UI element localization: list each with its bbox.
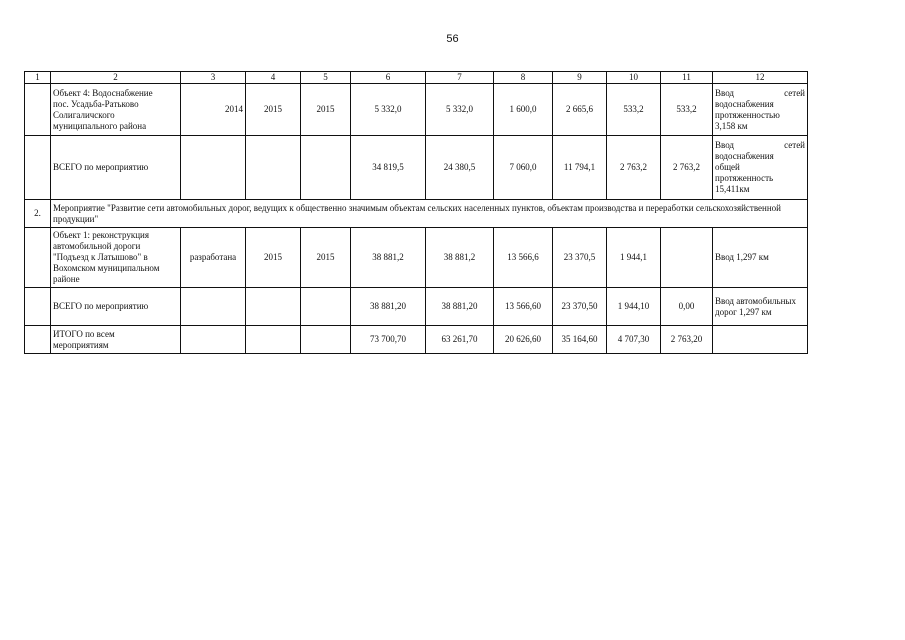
start-year-cell: 2015 <box>246 228 301 288</box>
value-cell <box>661 228 713 288</box>
result-word: сетей <box>784 87 805 98</box>
total-label-line: ИТОГО по всем <box>53 328 115 339</box>
value-cell: 533,2 <box>661 84 713 136</box>
status-cell: 2014 <box>181 84 246 136</box>
column-number: 3 <box>181 72 246 84</box>
row-number-cell <box>25 288 51 326</box>
result-cell <box>713 288 808 326</box>
result-line: 15,411км <box>715 184 750 194</box>
start-year-cell <box>246 136 301 200</box>
budget-table <box>24 71 808 354</box>
value-cell: 38 881,20 <box>351 288 426 326</box>
status-cell: разработана <box>181 228 246 288</box>
table-row <box>25 228 808 288</box>
row-name-cell <box>51 288 181 326</box>
result-line <box>715 88 805 99</box>
column-number: 7 <box>426 72 494 84</box>
row-number-cell <box>25 84 51 136</box>
value-cell: 23 370,50 <box>553 288 607 326</box>
value-cell: 2 665,6 <box>553 84 607 136</box>
end-year-cell <box>301 326 351 354</box>
page-number: 56 <box>446 33 459 45</box>
row-name-line: Объект 4: Водоснабжение <box>53 87 153 98</box>
value-cell: 13 566,6 <box>494 228 553 288</box>
value-cell: 2 763,2 <box>661 136 713 200</box>
column-number: 9 <box>553 72 607 84</box>
result-line: протяженность <box>715 173 774 183</box>
table-row <box>25 84 808 136</box>
row-name-line: "Подъезд к Латышово" в <box>53 252 148 262</box>
value-cell: 533,2 <box>607 84 661 136</box>
result-word: Ввод <box>715 87 735 98</box>
start-year-cell <box>246 288 301 326</box>
row-name-cell <box>51 136 181 200</box>
subtotal-row <box>25 136 808 200</box>
total-value-cell: 35 164,60 <box>553 326 607 354</box>
total-label-cell <box>51 326 181 354</box>
value-cell: 24 380,5 <box>426 136 494 200</box>
total-label-line: мероприятиям <box>53 339 109 350</box>
value-cell: 38 881,2 <box>351 228 426 288</box>
value-cell: 23 370,5 <box>553 228 607 288</box>
subtotal-row <box>25 288 808 326</box>
result-line: Ввод автомобильных <box>715 295 796 306</box>
end-year-cell <box>301 136 351 200</box>
value-cell: 0,00 <box>661 288 713 326</box>
row-name-line: пос. Усадьба-Ратьково <box>53 98 139 109</box>
total-row <box>25 326 808 354</box>
row-name-line: Солигаличского <box>53 109 115 120</box>
total-value-cell: 73 700,70 <box>351 326 426 354</box>
result-line: дорог 1,297 км <box>715 306 772 317</box>
value-cell: 1 944,10 <box>607 288 661 326</box>
value-cell: 38 881,20 <box>426 288 494 326</box>
total-value-cell: 63 261,70 <box>426 326 494 354</box>
result-cell <box>713 228 808 288</box>
column-number: 6 <box>351 72 426 84</box>
result-line: водоснабжения <box>715 98 774 109</box>
result-cell <box>713 84 808 136</box>
value-cell: 5 332,0 <box>351 84 426 136</box>
column-number: 8 <box>494 72 553 84</box>
row-name-line: районе <box>53 274 80 284</box>
total-value-cell: 4 707,30 <box>607 326 661 354</box>
status-cell <box>181 288 246 326</box>
start-year-cell: 2015 <box>246 84 301 136</box>
value-cell: 11 794,1 <box>553 136 607 200</box>
status-cell <box>181 136 246 200</box>
row-name-line: ВСЕГО по мероприятию <box>53 162 149 172</box>
result-line: протяженностью <box>715 109 780 120</box>
result-word: сетей <box>784 140 805 150</box>
result-word: Ввод <box>715 140 735 150</box>
end-year-cell: 2015 <box>301 84 351 136</box>
result-line: водоснабжения <box>715 151 774 161</box>
total-value-cell: 2 763,20 <box>661 326 713 354</box>
result-line <box>715 140 805 151</box>
column-number: 2 <box>51 72 181 84</box>
result-cell <box>713 326 808 354</box>
row-number-cell <box>25 228 51 288</box>
value-cell: 5 332,0 <box>426 84 494 136</box>
row-name-line: ВСЕГО по мероприятию <box>53 301 149 311</box>
value-cell: 34 819,5 <box>351 136 426 200</box>
end-year-cell: 2015 <box>301 228 351 288</box>
result-line: Ввод 1,297 км <box>715 252 769 262</box>
column-number: 4 <box>246 72 301 84</box>
row-name-cell <box>51 228 181 288</box>
total-value-cell: 20 626,60 <box>494 326 553 354</box>
row-name-line: муниципального района <box>53 120 147 131</box>
status-cell <box>181 326 246 354</box>
result-line: 3,158 км <box>715 120 748 131</box>
column-number: 1 <box>25 72 51 84</box>
value-cell: 7 060,0 <box>494 136 553 200</box>
end-year-cell <box>301 288 351 326</box>
column-number: 5 <box>301 72 351 84</box>
row-name-line: Вохомском муниципальном <box>53 263 160 273</box>
value-cell: 38 881,2 <box>426 228 494 288</box>
result-line: общей <box>715 162 740 172</box>
column-number: 11 <box>661 72 713 84</box>
row-number-cell <box>25 136 51 200</box>
row-name-line: Объект 1: реконструкция <box>53 230 149 240</box>
row-name-line: автомобильной дороги <box>53 241 141 251</box>
value-cell: 1 944,1 <box>607 228 661 288</box>
row-number-cell <box>25 326 51 354</box>
value-cell: 1 600,0 <box>494 84 553 136</box>
value-cell: 2 763,2 <box>607 136 661 200</box>
column-number: 12 <box>713 72 808 84</box>
section-title: Мероприятие "Развитие сети автомобильных дорог, ведущих к общественно значимым объектам сельских населенных пунктов, объектам производства и переработки сельскохозяйственной продукции" <box>51 200 808 228</box>
row-name-cell <box>51 84 181 136</box>
start-year-cell <box>246 326 301 354</box>
section-row <box>25 200 808 228</box>
column-number: 10 <box>607 72 661 84</box>
result-cell <box>713 136 808 200</box>
section-number: 2. <box>25 200 51 228</box>
column-number-row <box>25 72 808 84</box>
value-cell: 13 566,60 <box>494 288 553 326</box>
